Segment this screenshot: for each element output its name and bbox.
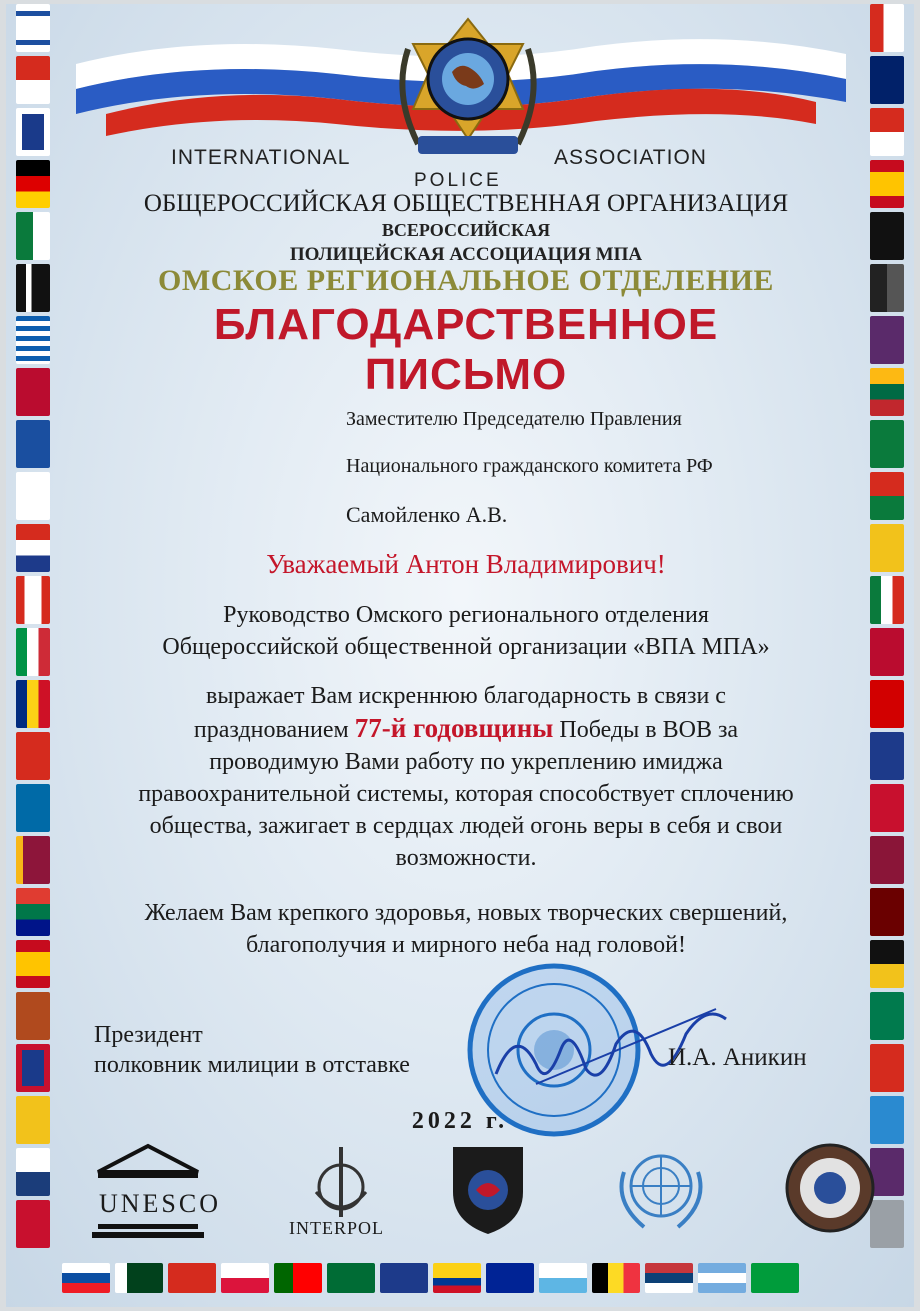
united-nations-logo — [604, 1142, 719, 1237]
flag-bosnia — [486, 1263, 534, 1293]
addressee-name: Самойленко А.В. — [346, 502, 508, 527]
oas-emblem-logo — [784, 1142, 876, 1234]
flag-arrow — [16, 1148, 50, 1196]
paragraph-1 — [46, 599, 886, 663]
org-name-line2: ВСЕРОССИЙСКАЯ — [381, 220, 551, 240]
flag-green-r — [870, 420, 904, 468]
flag-black-stripes — [16, 264, 50, 312]
flag-iceland — [16, 420, 50, 468]
flag-red-white — [16, 56, 50, 104]
unesco-label: UNESCO — [99, 1189, 222, 1218]
paragraph-2-line2-post: Победы в ВОВ за — [553, 717, 739, 743]
flag-israel — [16, 4, 50, 52]
police-shield-logo — [448, 1142, 528, 1237]
flag-colombia — [433, 1263, 481, 1293]
flag-norway — [16, 368, 50, 416]
flag-red-r3 — [870, 1044, 904, 1092]
greeting: Уважаемый Антон Владимирович! — [266, 549, 666, 579]
paragraph-1-line1: Руководство Омского регионального отделения — [223, 602, 709, 628]
flag-red-white-r — [870, 4, 904, 52]
letter-title-line1: БЛАГОДАРСТВЕННОЕ — [213, 300, 719, 349]
flag-canada — [16, 576, 50, 624]
paragraph-2-line2 — [46, 712, 886, 746]
flag-greece — [16, 316, 50, 364]
flag-uk-2 — [16, 1044, 50, 1092]
flag-brazil — [751, 1263, 799, 1293]
paragraph-2-line3: проводимую Вами работу по укреплению имиджа — [209, 749, 723, 775]
anniversary-highlight: 77-й годовщины — [354, 713, 554, 743]
flag-blue-b — [380, 1263, 428, 1293]
flag-belgium — [592, 1263, 640, 1293]
flag-border-bottom — [62, 1263, 799, 1293]
letter-year: 2022 г. — [411, 1108, 509, 1134]
letter-title-line2: ПИСЬМО — [364, 350, 568, 399]
intl-left-label: INTERNATIONAL — [171, 146, 351, 169]
flag-red-b — [168, 1263, 216, 1293]
flag-red-r — [870, 108, 904, 156]
paragraph-2 — [46, 680, 886, 874]
police-label: POLICE — [414, 170, 502, 191]
flag-green — [16, 212, 50, 260]
flag-portugal — [274, 1263, 322, 1293]
flag-spain — [16, 940, 50, 988]
flag-germany — [16, 160, 50, 208]
flag-red — [16, 1200, 50, 1248]
paragraph-3-line1: Желаем Вам крепкого здоровья, новых творческих свершений, — [144, 900, 788, 926]
flag-croatia — [16, 524, 50, 572]
flag-red-green-r — [870, 472, 904, 520]
intl-right-label: ASSOCIATION — [554, 146, 707, 169]
flag-italy — [16, 628, 50, 676]
flag-brown — [16, 992, 50, 1040]
flag-slovakia — [62, 1263, 110, 1293]
flag-sweden — [16, 784, 50, 832]
paragraph-2-line4: правоохранительной системы, которая способствует сплочению — [138, 781, 794, 807]
flag-argentina — [698, 1263, 746, 1293]
paragraph-2-line5: общества, зажигает в сердцах людей огонь веры в себя и свои — [149, 813, 783, 839]
paragraph-2-line2-pre: празднованием — [193, 717, 355, 743]
flag-australia — [870, 56, 904, 104]
flag-sri-lanka — [16, 836, 50, 884]
flag-cyprus — [16, 472, 50, 520]
flag-poland — [221, 1263, 269, 1293]
paragraph-1-line2: Общероссийской общественной организации «ВПА МПА» — [162, 634, 770, 660]
flag-green-r2 — [870, 992, 904, 1040]
interpol-label: INTERPOL — [289, 1218, 384, 1238]
addressee-position-line1: Заместителю Председателю Правления — [346, 408, 682, 430]
signatory-role-line2: полковник милиции в отставке — [94, 1052, 410, 1078]
flag-south-africa — [16, 888, 50, 936]
branch-name: ОМСКОЕ РЕГИОНАЛЬНОЕ ОТДЕЛЕНИЕ — [158, 264, 774, 297]
paragraph-2-line1: выражает Вам искреннюю благодарность в связи с — [206, 683, 726, 709]
certificate-sheet — [6, 4, 914, 1307]
paragraph-2-line6: возможности. — [395, 845, 537, 871]
flag-romania — [16, 680, 50, 728]
flag-saudi — [327, 1263, 375, 1293]
signatory-name: И.А. Аникин — [668, 1044, 807, 1071]
flag-uk — [16, 108, 50, 156]
org-name-line1: ОБЩЕРОССИЙСКАЯ ОБЩЕСТВЕННАЯ ОРГАНИЗАЦИЯ — [143, 190, 789, 217]
signatory-role — [94, 1020, 410, 1080]
paragraph-3 — [46, 897, 886, 961]
addressee-position-line2: Национального гражданского комитета РФ — [346, 455, 713, 477]
paragraph-3-line2: благополучия и мирного неба над головой! — [246, 932, 686, 958]
flag-pakistan — [115, 1263, 163, 1293]
org-name-line3: ПОЛИЦЕЙСКАЯ АССОЦИАЦИЯ МПА — [289, 244, 643, 265]
flag-border-left — [16, 4, 50, 1248]
signatory-role-line1: Президент — [94, 1022, 203, 1048]
ipa-badge-emblem — [388, 14, 548, 174]
flag-sanmarino — [539, 1263, 587, 1293]
flag-switzerland — [16, 732, 50, 780]
flag-serbia — [645, 1263, 693, 1293]
